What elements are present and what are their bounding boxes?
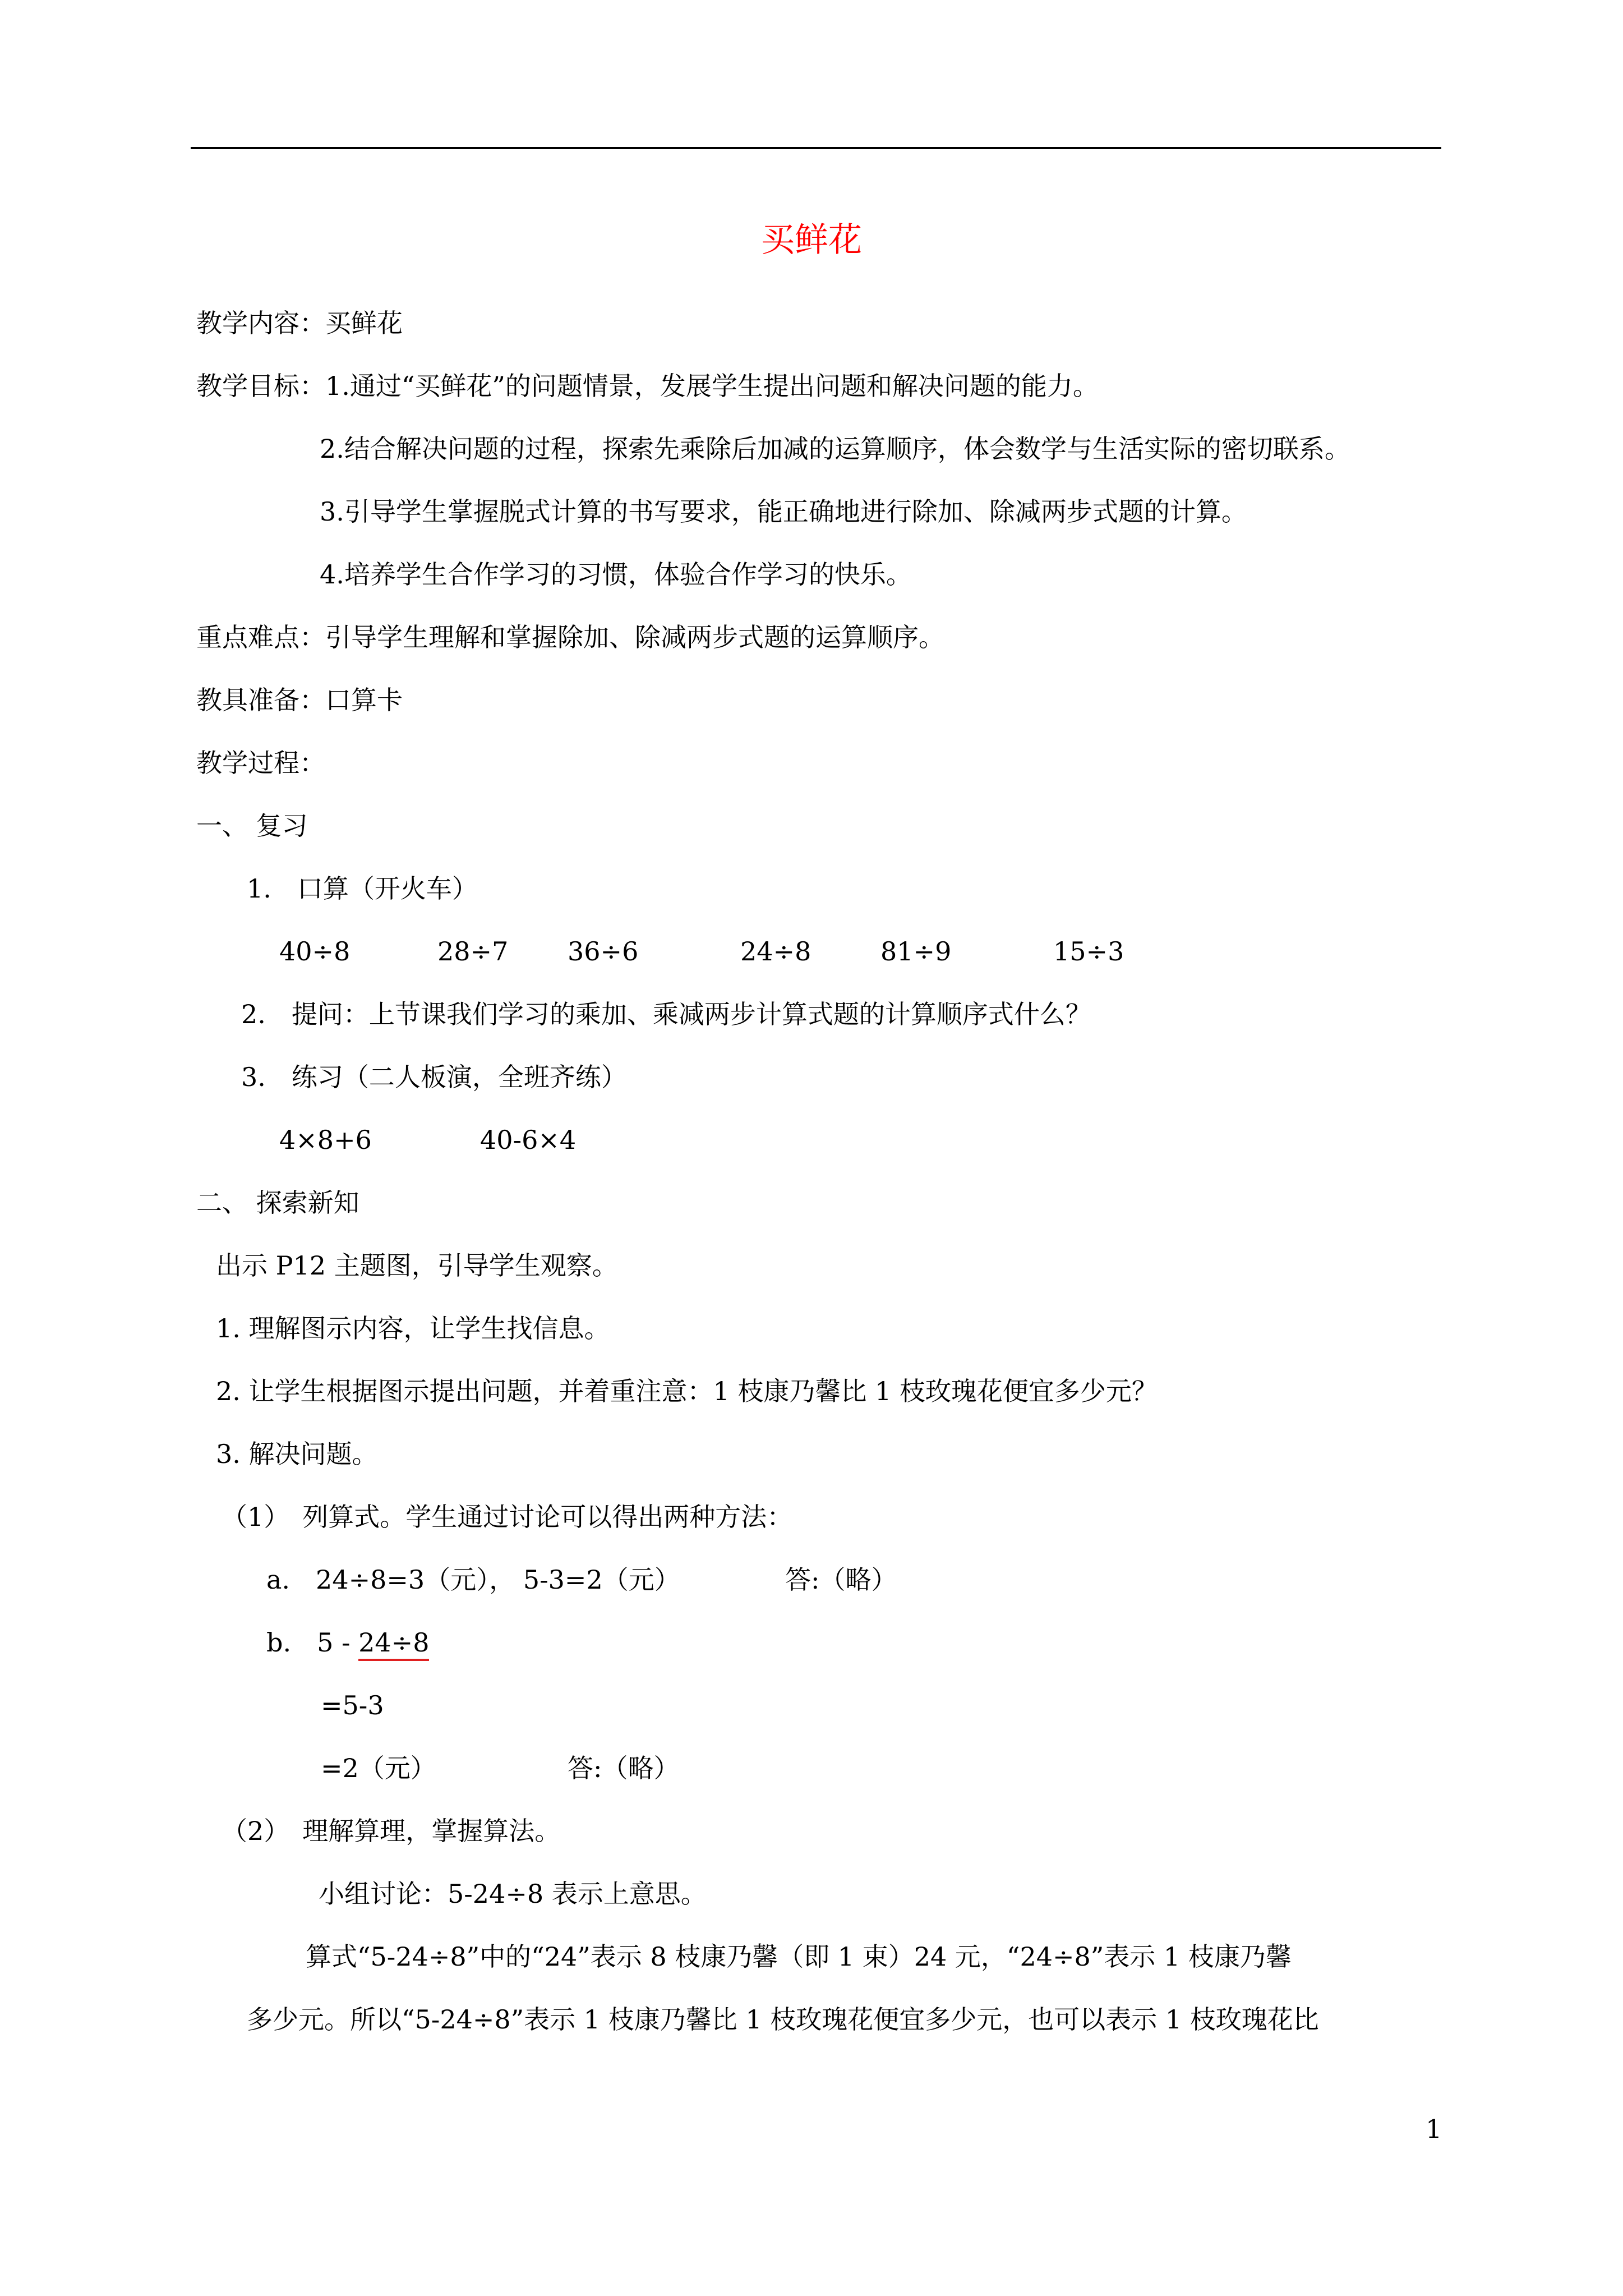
page-title: 买鲜花 xyxy=(761,220,862,260)
explore-item-1: 1. 理解图示内容，让学生找信息。 xyxy=(216,1313,610,1343)
method-b-step-1: =5-3 xyxy=(321,1690,384,1720)
step-2-line: （2） 理解算理，掌握算法。 xyxy=(222,1816,561,1846)
explore-item-3: 3. 解决问题。 xyxy=(216,1439,378,1469)
discussion-line: 小组讨论：5-24÷8 表示上意思。 xyxy=(319,1879,707,1909)
page-number: 1 xyxy=(1426,2114,1442,2144)
goal-line-3: 3.引导学生掌握脱式计算的书写要求，能正确地进行除加、除减两步式题的计算。 xyxy=(320,496,1247,527)
key-points-line: 重点难点：引导学生理解和掌握除加、除减两步式题的运算顺序。 xyxy=(196,622,944,652)
explanation-line-2: 多少元。所以“5-24÷8”表示 1 枝康乃馨比 1 枝玫瑰花便宜多少元，也可以表示 1 枝玫瑰花比 xyxy=(247,2004,1319,2035)
oral-calc-expression: 28÷7 xyxy=(437,936,509,967)
explore-intro: 出示 P12 主题图，引导学生观察。 xyxy=(216,1250,618,1281)
method-a-line: a. 24÷8=3（元）， 5-3=2（元） xyxy=(266,1565,680,1595)
explore-item-2: 2. 让学生根据图示提出问题，并着重注意：1 枝康乃馨比 1 枝玫瑰花便宜多少元？ xyxy=(216,1376,1158,1406)
oral-calc-expression: 81÷9 xyxy=(880,936,952,967)
oral-calc-expression: 40÷8 xyxy=(279,936,351,967)
oral-calc-expression: 36÷6 xyxy=(568,936,639,967)
step-1-line: （1） 列算式。学生通过讨论可以得出两种方法： xyxy=(222,1502,793,1532)
tools-line: 教具准备：口算卡 xyxy=(196,685,403,715)
oral-calc-expression: 15÷3 xyxy=(1053,936,1124,967)
practice-expression: 40-6×4 xyxy=(480,1125,577,1155)
method-a-answer: 答:（略） xyxy=(785,1565,897,1595)
goal-line-1: 教学目标：1.通过“买鲜花”的问题情景，发展学生提出问题和解决问题的能力。 xyxy=(196,371,1099,401)
review-item-1: 1. 口算（开火车） xyxy=(247,873,478,904)
process-heading: 教学过程： xyxy=(196,748,325,778)
goal-line-2: 2.结合解决问题的过程，探索先乘除后加减的运算顺序，体会数学与生活实际的密切联系。 xyxy=(320,434,1350,464)
method-b-line xyxy=(266,1626,429,1659)
section-review-heading: 一、 复习 xyxy=(196,811,308,841)
header-rule xyxy=(191,147,1441,149)
review-item-3: 3. 练习（二人板演，全班齐练） xyxy=(241,1062,627,1092)
goal-line-4: 4.培养学生合作学习的习惯，体验合作学习的快乐。 xyxy=(320,559,912,590)
method-b-underlined-expression: 24÷8 xyxy=(358,1627,429,1661)
explanation-line-1: 算式“5-24÷8”中的“24”表示 8 枝康乃馨（即 1 束）24 元，“24÷8”表示 1 枝康乃馨 xyxy=(306,1941,1292,1972)
method-b-step-2: =2（元） xyxy=(321,1753,436,1783)
content-line: 教学内容：买鲜花 xyxy=(196,308,403,338)
section-explore-heading: 二、 探索新知 xyxy=(196,1188,359,1218)
oral-calc-expression: 24÷8 xyxy=(740,936,811,967)
practice-expression: 4×8+6 xyxy=(279,1125,372,1155)
review-item-2: 2. 提问：上节课我们学习的乘加、乘减两步计算式题的计算顺序式什么？ xyxy=(241,999,1091,1029)
method-b-answer: 答:（略） xyxy=(568,1753,680,1783)
method-b-label: b. 5 - xyxy=(266,1627,359,1658)
